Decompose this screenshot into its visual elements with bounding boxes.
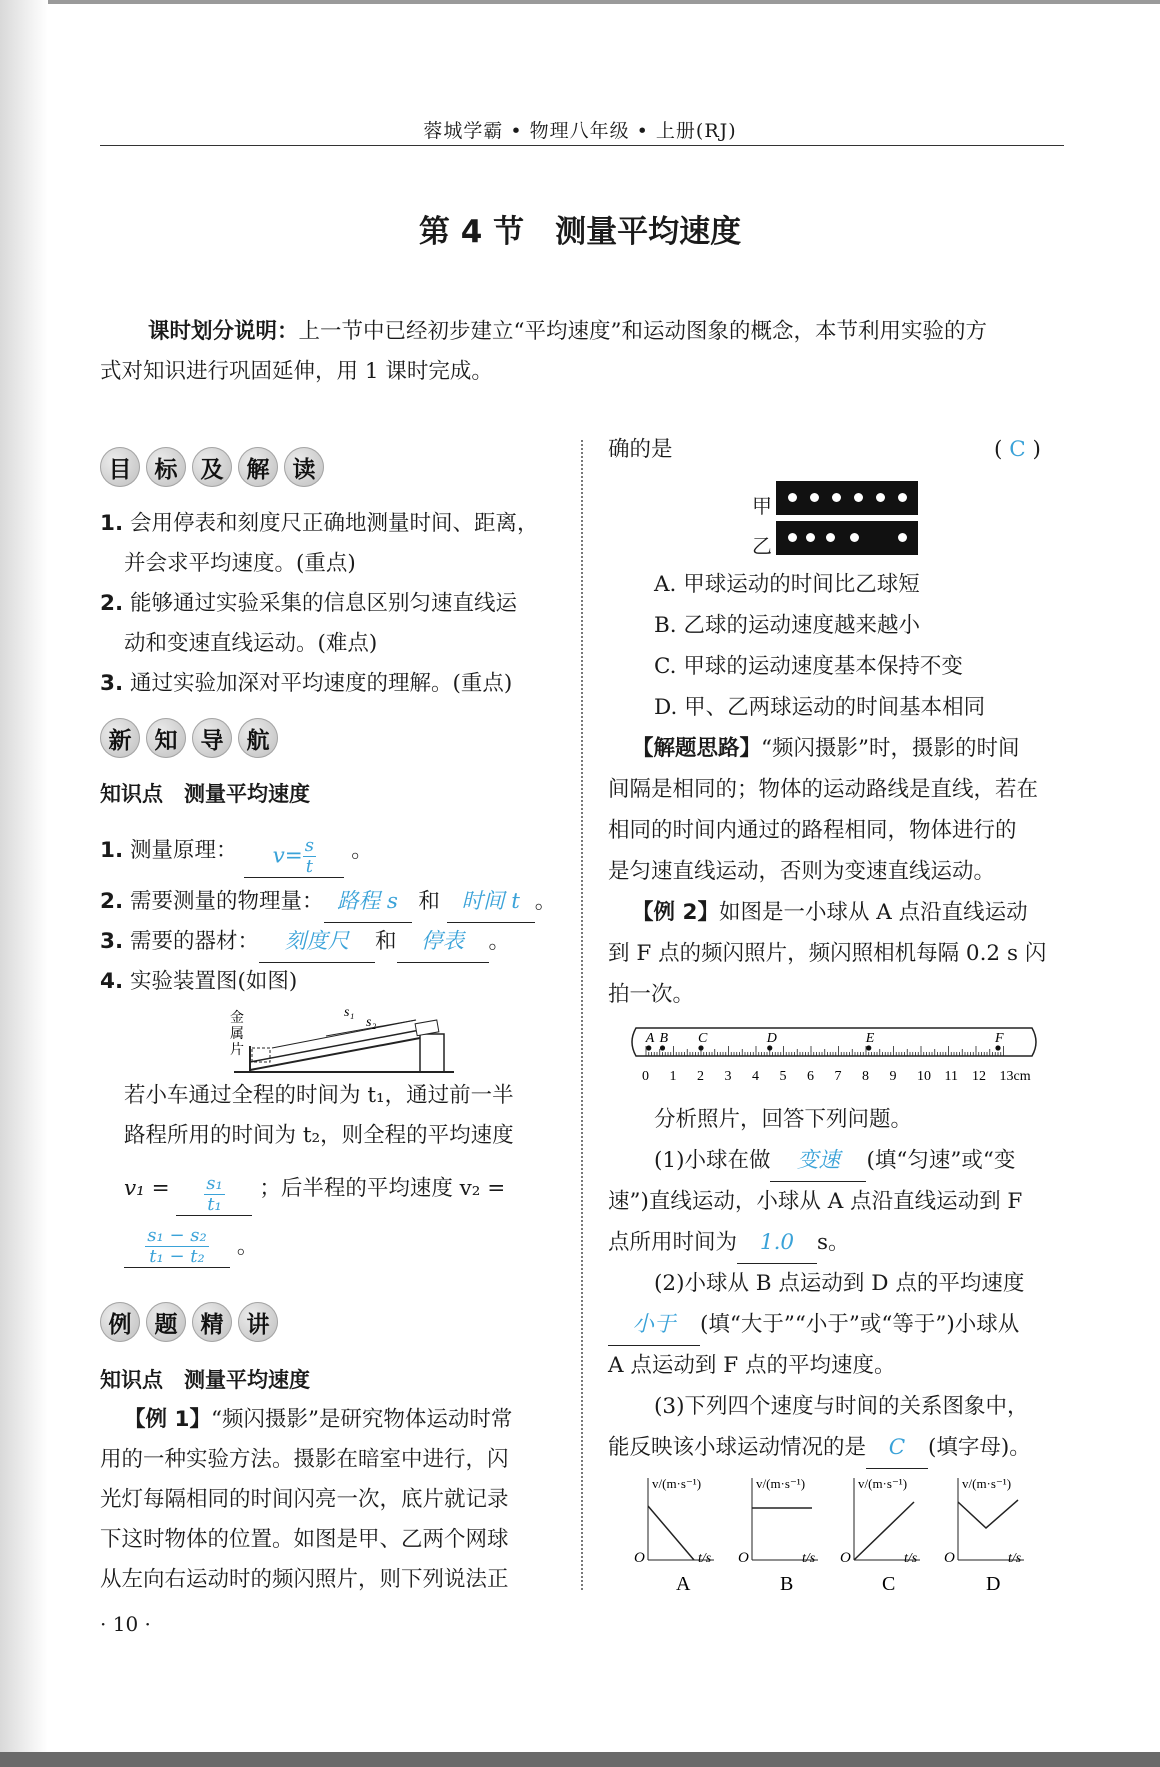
answer-distance: 路程 s (324, 882, 412, 923)
graph-d (944, 1476, 1024, 1595)
ruler-tick-label: 2 (697, 1069, 704, 1084)
option-a: A. 甲球运动的时间比乙球短 (654, 572, 920, 597)
example-2-line-3: 拍一次。 (608, 982, 695, 1007)
example-1-cont: 确的是 (608, 437, 673, 462)
ruler-ball-position (995, 1045, 1000, 1050)
svg-text:v/(m·s⁻¹): v/(m·s⁻¹) (756, 1476, 806, 1491)
ruler-point-label: B (659, 1031, 669, 1046)
ruler-tick-label: 7 (834, 1069, 842, 1084)
ruler-tick-label: 13cm (999, 1069, 1031, 1084)
example-1-line-2: 用的一种实验方法。摄影在暗室中进行，闪 (100, 1447, 509, 1472)
ruler-point-label: E (865, 1031, 875, 1046)
incline-apparatus-figure (226, 1004, 458, 1084)
svg-text:O: O (738, 1550, 749, 1566)
q2-line-2: 小于 (填“大于”“小于”或“等于”)小球从 (608, 1305, 1019, 1346)
example-2-line-1: 【例 2】如图是一小球从 A 点沿直线运动 (632, 900, 1028, 925)
svg-text:O: O (944, 1550, 955, 1566)
ruler-tick-label: 1 (669, 1069, 677, 1084)
hint-line-1: 【解题思路】“频闪摄影”时，摄影的时间 (632, 736, 1020, 761)
answer-graph-c: C (866, 1428, 928, 1469)
example-1-line-1: 【例 1】“频闪摄影”是研究物体运动时常 (124, 1407, 513, 1432)
option-c: C. 甲球的运动速度基本保持不变 (654, 654, 963, 679)
ruler-tick-label: 5 (779, 1069, 787, 1084)
item-3: 3. 需要的器材： 刻度尺 和 停表 。 (100, 922, 510, 963)
ruler-tick-label: 3 (724, 1069, 732, 1084)
badge-examples: 例 题 精 讲 (100, 1302, 284, 1342)
ruler-point-label: D (766, 1031, 777, 1046)
ruler-point-label: A (645, 1031, 655, 1046)
option-d: D. 甲、乙两球运动的时间基本相同 (654, 695, 986, 720)
example-1-line-3: 光灯每隔相同的时间闪亮一次，底片就记录 (100, 1487, 509, 1512)
q1-line-3: 点所用时间为 1.0 s。 (608, 1223, 850, 1264)
hint-line-4: 是匀速直线运动，否则为变速直线运动。 (608, 859, 996, 884)
item-2: 2. 需要测量的物理量： 路程 s 和 时间 t 。 (100, 882, 556, 923)
svg-text:D: D (986, 1573, 1001, 1595)
answer-time-value: 1.0 (737, 1223, 817, 1264)
ruler-tick-label: 4 (752, 1069, 759, 1084)
graph-a (634, 1476, 714, 1595)
item-1: 1. 测量原理： v= $\frac{s}{t}$ 。 (100, 835, 373, 877)
badge-new-knowledge: 新 知 导 航 (100, 718, 284, 758)
q3-line-2: 能反映该小球运动情况的是 C (填字母)。 (608, 1428, 1031, 1469)
ruler-figure (628, 1024, 1046, 1096)
goal-1-cont: 并会求平均速度。(重点) (124, 551, 356, 576)
ruler-tick-label: 9 (889, 1069, 897, 1084)
goal-2: 2. 能够通过实验采集的信息区别匀速直线运 (100, 591, 517, 616)
ruler-tick-label: 6 (807, 1069, 814, 1084)
example-1-line-4: 下这时物体的位置。如图是甲、乙两个网球 (100, 1527, 509, 1552)
ruler-ball-position (698, 1045, 703, 1050)
ruler-ball-position (866, 1045, 871, 1050)
svg-text:属: 属 (230, 1027, 244, 1042)
film-label-a: 甲 (752, 494, 772, 518)
svg-text:B: B (780, 1573, 794, 1595)
svg-text:t/s: t/s (698, 1551, 712, 1566)
svg-text:C: C (882, 1573, 896, 1595)
badge-goals: 目 标 及 解 读 (100, 447, 330, 487)
answer-variable-speed: 变速 (770, 1141, 866, 1182)
hint-line-2: 间隔是相同的；物体的运动路线是直线，若在 (608, 777, 1039, 802)
q3-line-1: (3)下列四个速度与时间的关系图象中， (654, 1394, 1029, 1419)
knowledge-point-2: 知识点 测量平均速度 (100, 1368, 310, 1392)
svg-text:O: O (840, 1550, 851, 1566)
svg-text:金: 金 (230, 1011, 244, 1026)
goal-1: 1. 会用停表和刻度尺正确地测量时间、距离， (100, 511, 539, 536)
knowledge-point-1: 知识点 测量平均速度 (100, 782, 310, 806)
fig-text-2: 路程所用的时间为 t₂，则全程的平均速度 (124, 1123, 514, 1148)
page-shadow (0, 0, 48, 1767)
ruler-point-label: F (995, 1031, 1004, 1046)
intro-line-2: 式对知识进行巩固延伸，用 1 课时完成。 (100, 359, 493, 384)
scan-top-edge (0, 0, 1160, 4)
svg-text:v/(m·s⁻¹): v/(m·s⁻¹) (858, 1476, 908, 1491)
svg-text:片: 片 (230, 1043, 244, 1058)
film-strip-b (776, 521, 918, 555)
ruler-point-label: C (698, 1031, 708, 1046)
example-2-line-2: 到 F 点的频闪照片，频闪照相机每隔 0.2 s 闪 (608, 941, 1047, 966)
svg-text:t/s: t/s (1008, 1551, 1022, 1566)
svg-text:t/s: t/s (904, 1551, 918, 1566)
answer-less-than: 小于 (608, 1305, 700, 1346)
scan-bottom-edge (0, 1752, 1160, 1767)
svg-text:s₁: s₁ (344, 1005, 355, 1020)
column-divider (581, 440, 583, 1590)
ruler-ball-position (767, 1045, 772, 1050)
page-number: · 10 · (100, 1612, 151, 1636)
goal-3: 3. 通过实验加深对平均速度的理解。(重点) (100, 671, 513, 696)
svg-text:s₂: s₂ (366, 1015, 377, 1030)
v1-formula: v₁ = $\frac{\text{s₁}}{\text{t₁}}$ ；后半程的平均速度 v₂ = (124, 1173, 506, 1215)
q1-line-2: 速”)直线运动，小球从 A 点沿直线运动到 F (608, 1189, 1023, 1214)
goal-2-cont: 动和变速直线运动。(难点) (124, 631, 378, 656)
example-1-answer: ( C ) (994, 437, 1041, 462)
ruler-tick-label: 12 (972, 1069, 986, 1084)
q2-line-1: (2)小球从 B 点运动到 D 点的平均速度 (654, 1271, 1025, 1296)
item-4: 4. 实验装置图(如图) (100, 969, 298, 994)
ruler-tick-label: 0 (642, 1069, 649, 1084)
vt-graphs (632, 1472, 1046, 1600)
ruler-ball-position (646, 1045, 651, 1050)
option-b: B. 乙球的运动速度越来越小 (654, 613, 920, 638)
answer-time: 时间 t (447, 882, 535, 923)
answer-stopwatch: 停表 (397, 922, 489, 963)
header-rule (100, 145, 1064, 146)
intro-line-1: 课时划分说明：上一节中已经初步建立“平均速度”和运动图象的概念，本节利用实验的方 (148, 319, 988, 344)
section-title: 第 4 节 测量平均速度 (418, 214, 742, 250)
example-1-line-5: 从左向右运动时的频闪照片，则下列说法正 (100, 1567, 509, 1592)
fig-text-1: 若小车通过全程的时间为 t₁，通过前一半 (124, 1083, 514, 1108)
ruler-tick-label: 8 (862, 1069, 869, 1084)
film-strip-a (776, 481, 918, 515)
v2-formula: $\frac{\text{s₁ − s₂}}{\text{t₁ − t₂}}$ 。 (124, 1226, 258, 1268)
analyze-line: 分析照片，回答下列问题。 (654, 1107, 913, 1132)
graph-b (738, 1476, 818, 1595)
ruler-tick-label: 10 (917, 1069, 931, 1084)
film-label-b: 乙 (752, 534, 772, 558)
svg-text:A: A (676, 1573, 691, 1595)
svg-text:O: O (634, 1550, 645, 1566)
svg-text:v/(m·s⁻¹): v/(m·s⁻¹) (962, 1476, 1012, 1491)
q2-line-3: A 点运动到 F 点的平均速度。 (608, 1353, 896, 1378)
q1-line-1: (1)小球在做 变速 (填“匀速”或“变 (654, 1141, 1015, 1182)
graph-c (840, 1476, 920, 1595)
svg-text:v/(m·s⁻¹): v/(m·s⁻¹) (652, 1476, 702, 1491)
ruler-tick-label: 11 (944, 1069, 958, 1084)
intro-label: 课时划分说明： (148, 319, 299, 344)
running-header: 蓉城学霸 • 物理八年级 • 上册(RJ) (423, 120, 737, 142)
ruler-ball-position (660, 1045, 665, 1050)
answer-ruler: 刻度尺 (259, 922, 375, 963)
svg-text:t/s: t/s (802, 1551, 816, 1566)
hint-line-3: 相同的时间内通过的路程相同，物体进行的 (608, 818, 1017, 843)
